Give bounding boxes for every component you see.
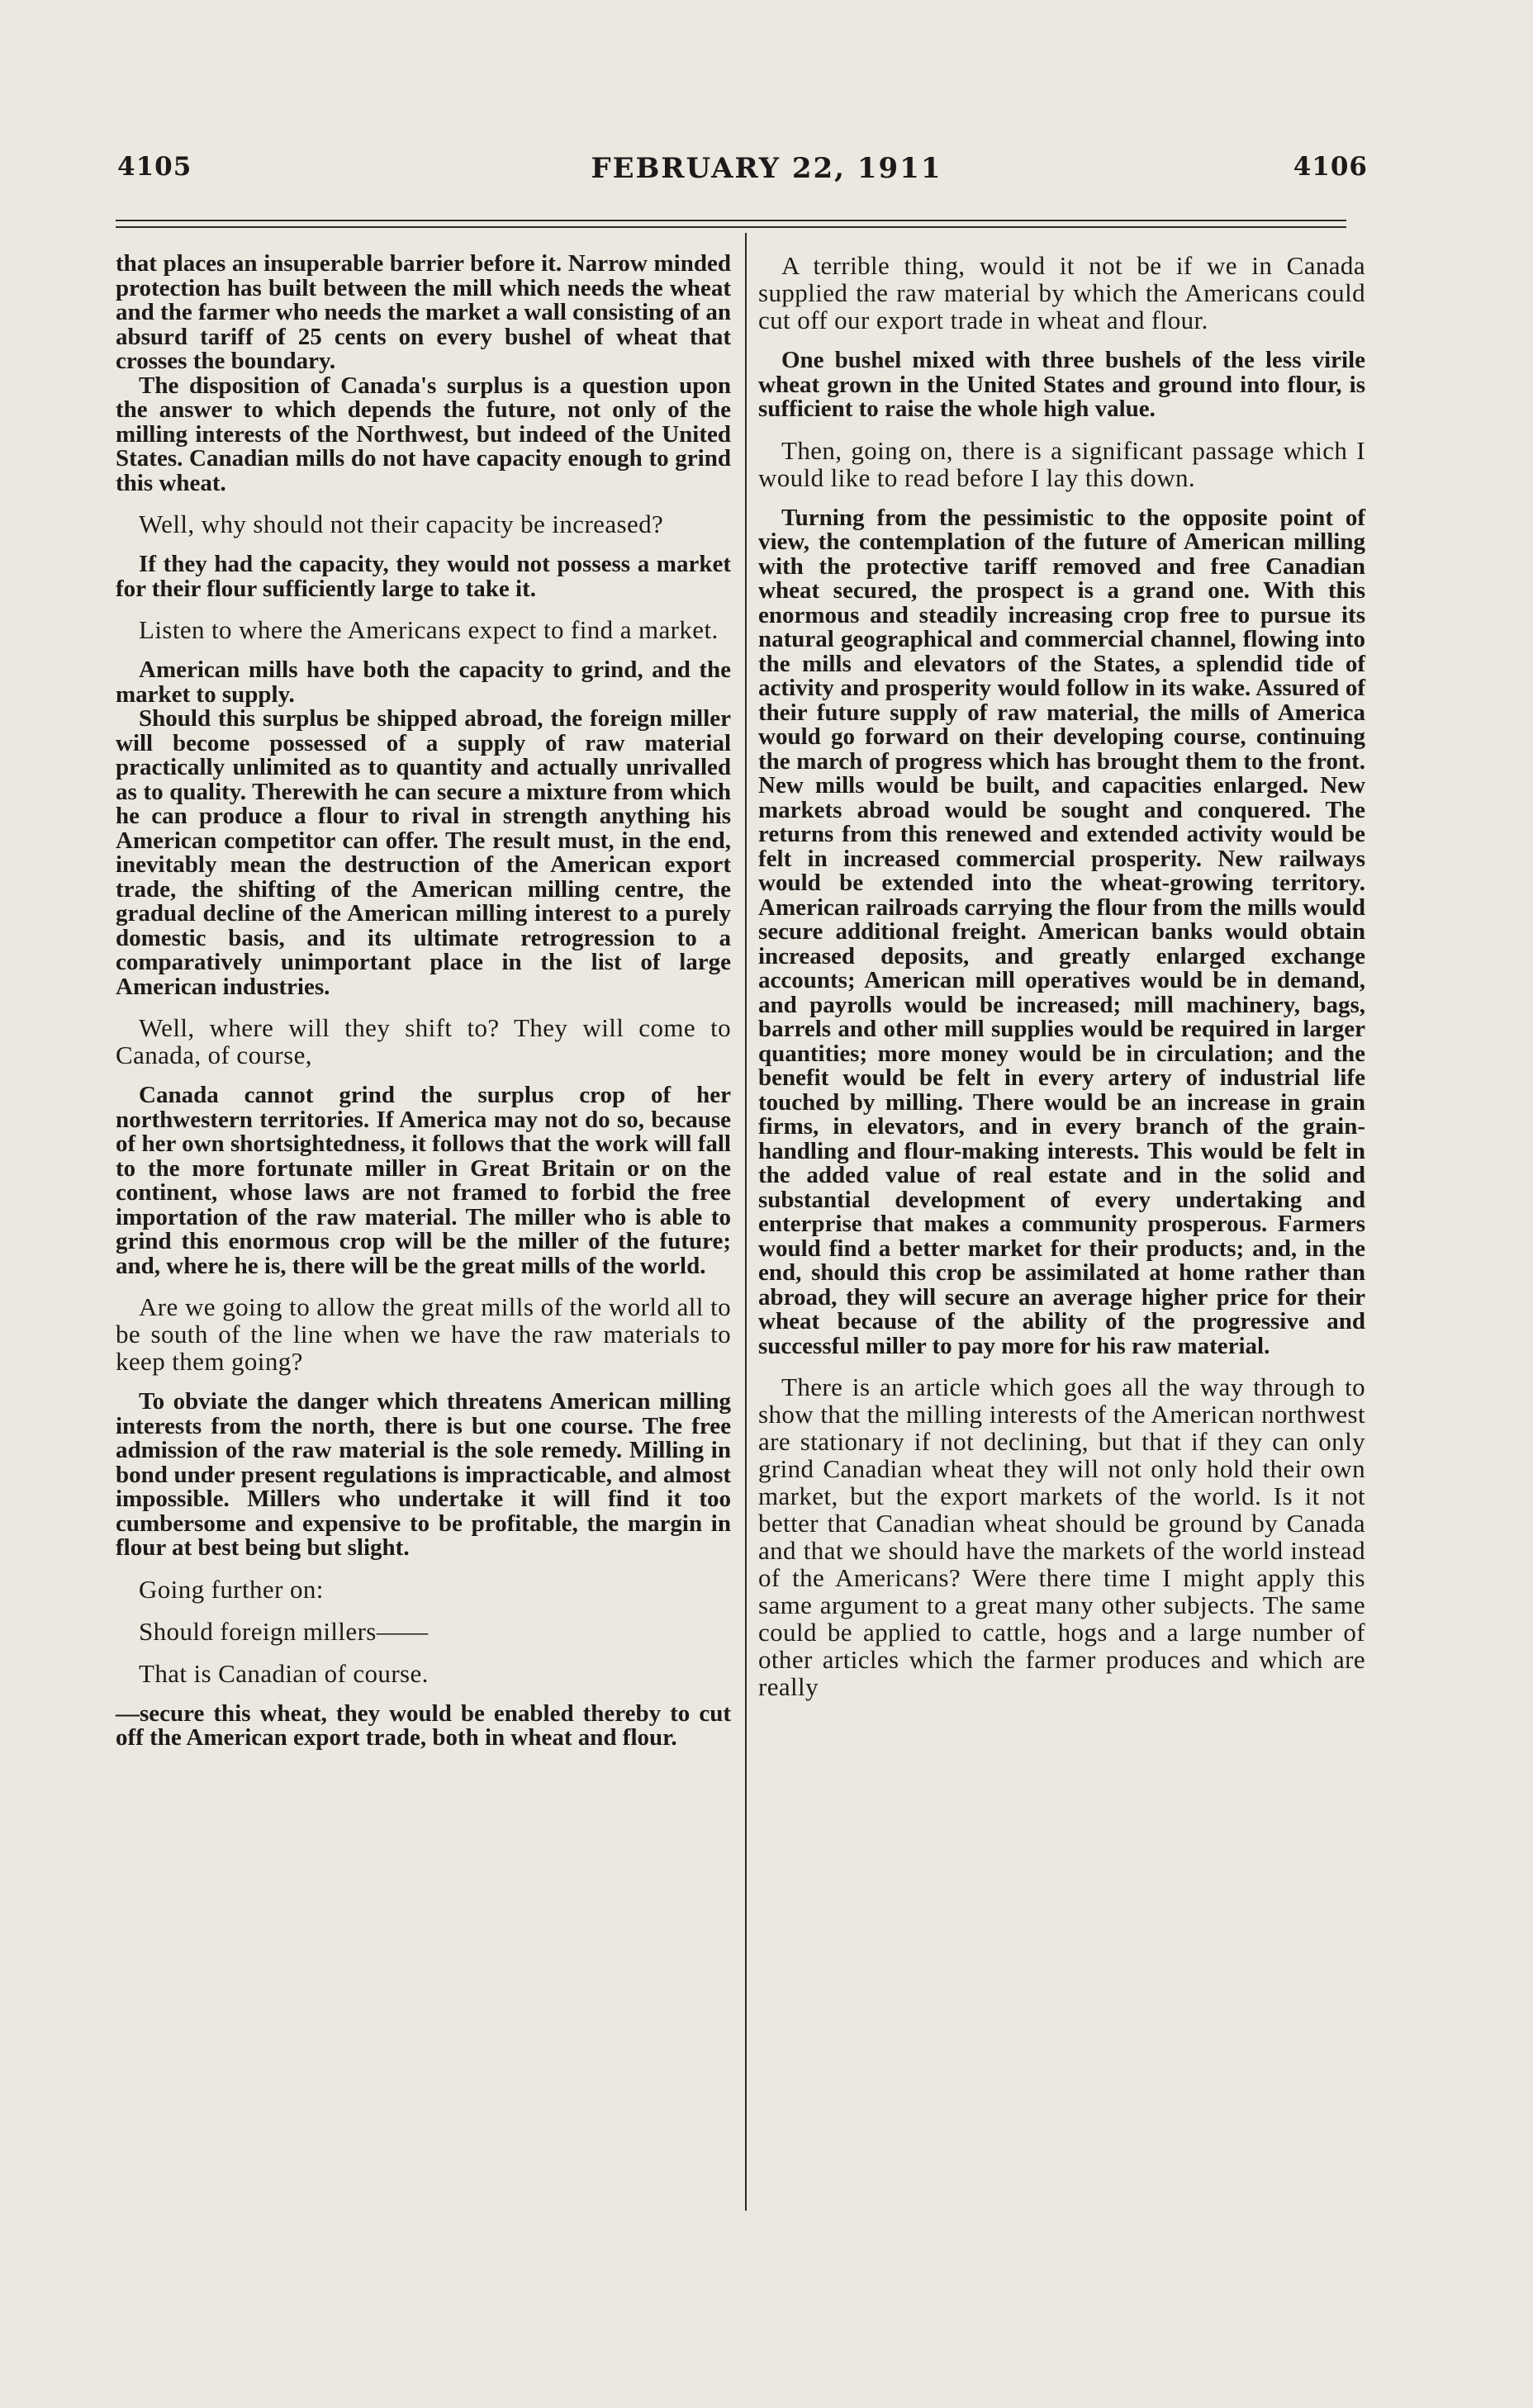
paragraph: —secure this wheat, they would be enabled thereby to cut off the American export trade, both in wheat and flour. xyxy=(116,1699,731,1751)
header-rule-bottom xyxy=(116,226,1346,228)
paragraph: Are we going to allow the great mills of the world all to be south of the line when we have the raw materials to keep them going? xyxy=(116,1292,731,1376)
paragraph: Then, going on, there is a significant passage which I would like to read before I lay this down. xyxy=(758,435,1365,492)
paragraph: The disposition of Canada's surplus is a question upon the answer to which depends the future, not only of the milling interests of the Northwest, but indeed of the United States. Canadian mills do not have capacity enough to grind this wheat. xyxy=(116,372,731,496)
paragraph: Well, where will they shift to? They will come to Canada, of course, xyxy=(116,1013,731,1069)
header-rule-top xyxy=(116,220,1346,221)
page-number-right: 4106 xyxy=(1293,152,1368,182)
page-number-left: 4105 xyxy=(117,152,192,182)
paragraph: American mills have both the capacity to grind, and the market to supply. xyxy=(116,657,731,708)
paragraph: Should foreign millers—— xyxy=(139,1616,429,1646)
paragraph: To obviate the danger which threatens American milling interests from the north, there is but one course. The free admission of the raw material is the sole remedy. Milling in bond under present regulations is impracticable, and almost impossible. Millers who undertake it will find it too cumbersome and expensive to be profitable, the margin in flour at best being but slight. xyxy=(116,1388,731,1561)
paragraph: Should this surplus be shipped abroad, the foreign miller will become possessed of a supply of raw material practically unlimited as to quantity and actually unrivalled as to quality. Therewith he can secure a mixture from which he can produce a flour to rival in strength anything his American competitor can offer. The result must, in the end, inevitably mean the destruction of the American export trade, the shifting of the American milling centre, the gradual decline of the American milling interest to a purely domestic basis, and its ultimate retrogression to a comparatively unimportant place in the list of large American industries. xyxy=(116,705,731,1000)
paragraph: Turning from the pessimistic to the opposite point of view, the contemplation of the future of American milling with the protective tariff removed and free Canadian wheat secured, the prospect is a grand one. With this enormous and steadily increasing crop free to pursue its natural geographical and commercial channel, flowing into the mills and elevators of the States, a splendid tide of activity and prosperity would follow in its wake. Assured of their future supply of raw material, the mills of America would go forward on their developing course, continuing the march of progress which has brought them to the front. New mills would be built, and capacities enlarged. New markets abroad would be sought and conquered. The returns from this renewed and extended activity would be felt in increased commercial prosperity. New railways would be extended into the wheat-growing territory. American railroads carrying the flour from the mills would secure additional freight. American banks would obtain increased deposits, and greatly enlarged exchange accounts; American mill operatives would be in demand, and payrolls would be increased; mill machinery, bags, barrels and other mill supplies would be required in larger quantities; more money would be in circulation; and the benefit would be felt in every artery of industrial life touched by milling. There would be an increase in grain firms, in elevators, and in every branch of the grain-handling and flour-making interests. This would be felt in the added value of real estate and in the solid and substantial development of every undertaking and enterprise that makes a community prosperous. Farmers would find a better market for their products; and, in the end, should this crop be assimilated at home rather than abroad, they will secure an average higher price for their wheat because of the ability of the progressive and successful miller to pay more for his raw material. xyxy=(758,504,1365,1359)
paragraph: Canada cannot grind the surplus crop of her northwestern territories. If America may not do so, because of her own shortsightedness, it follows that the work will fall to the more fortunate miller in Great Britain or on the continent, whose laws are not framed to forbid the free importation of the raw material. The miller who is able to grind this enormous crop will be the miller of the future; and, where he is, there will be the great mills of the world. xyxy=(116,1082,731,1279)
paragraph: That is Canadian of course. xyxy=(139,1658,429,1688)
paragraph: that places an insuperable barrier before it. Narrow minded protection has built between the mill which needs the wheat and the farmer who needs the market a wall consisting of an absurd tariff of 25 cents on every bushel of wheat that crosses the boundary. xyxy=(116,250,731,374)
paragraph: Well, why should not their capacity be increased? xyxy=(139,510,664,538)
left-column xyxy=(116,252,731,1751)
paragraph: If they had the capacity, they would not possess a market for their flour sufficiently large to take it. xyxy=(116,551,731,602)
paragraph: A terrible thing, would it not be if we in Canada supplied the raw material by which the Americans could cut off our export trade in wheat and flour. xyxy=(758,251,1365,334)
right-column xyxy=(758,252,1365,1700)
paragraph: Listen to where the Americans expect to find a market. xyxy=(139,615,719,644)
paragraph: Going further on: xyxy=(139,1574,324,1604)
paragraph: One bushel mixed with three bushels of the less virile wheat grown in the United States and ground into flour, is sufficient to raise the whole high value. xyxy=(758,347,1365,422)
page-date-heading: FEBRUARY 22, 1911 xyxy=(591,152,942,185)
paragraph: There is an article which goes all the way through to show that the milling interests of the American northwest are stationary if not declining, but that if they can only grind Canadian wheat they will not only hold their own market, but the export markets of the world. Is it not better that Canadian wheat should be ground by Canada and that we should have the markets of the world instead of the Americans? Were there time I might apply this same argument to a great many other subjects. The same could be applied to cattle, hogs and a large number of other articles which the farmer produces and which are really xyxy=(758,1372,1365,1701)
column-divider xyxy=(745,233,747,2211)
